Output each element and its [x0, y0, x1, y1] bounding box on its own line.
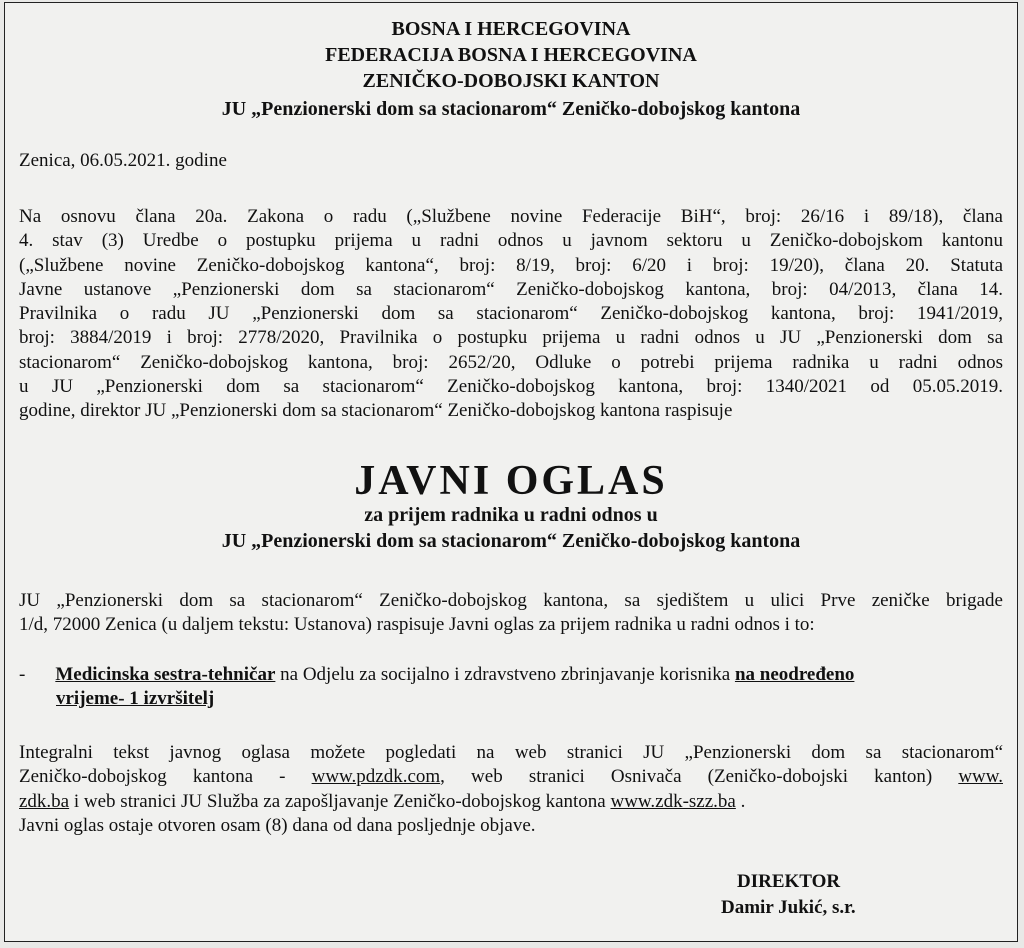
position-item [19, 663, 1003, 712]
intro-line: 4. stav (3) Uredbe o postupku prijema u radni odnos u javnom sektoru u Zeničko-dobojskom kantonu [19, 230, 1003, 252]
duration-line: Javni oglas ostaje otvoren osam (8) dana od dana posljednje objave. [19, 814, 536, 836]
list-dash: - [19, 664, 26, 685]
header-federation: FEDERACIJA BOSNA I HERCEGOVINA [325, 44, 697, 66]
intro-line: broj: 3884/2019 i broj: 2778/2020, Pravilnika o postupku prijema u radni odnos u JU „Penzionerski dom sa [19, 327, 1003, 349]
institution-paragraph [19, 589, 1003, 638]
website-link[interactable]: www.pdzdk.com [311, 766, 441, 788]
body-line: JU „Penzionerski dom sa stacionarom“ Zeničko-dobojskog kantona, sa sjedištem u ulici Prve zeničke brigade [19, 590, 1003, 611]
position-term: na neodređeno [734, 664, 855, 685]
announcement-subtitle: za prijem radnika u radni odnos u [364, 504, 658, 526]
announcement-document [4, 2, 1018, 942]
intro-line: Pravilnika o radu JU „Penzionerski dom sa stacionarom“ Zeničko-dobojskog kantona, broj: 1941/2019, [19, 303, 1003, 325]
founder-link-cont[interactable]: zdk.ba [19, 790, 70, 812]
intro-line: („Službene novine Zeničko-dobojskog kantona“, broj: 8/19, broj: 6/20 i broj: 19/20), člana 20. Statuta [19, 254, 1003, 276]
intro-line: Na osnovu člana 20a. Zakona o radu („Službene novine Federacije BiH“, broj: 26/16 i 89/18), člana [19, 206, 1003, 227]
announcement-institution: JU „Penzionerski dom sa stacionarom“ Zeničko-dobojskog kantona [221, 530, 801, 552]
intro-line: godine, direktor JU „Penzionerski dom sa stacionarom“ Zeničko-dobojskog kantona raspisuje [19, 400, 733, 422]
founder-link[interactable]: www. [958, 766, 1003, 788]
signature-name: Damir Jukić, s.r. [721, 897, 856, 918]
intro-line: u JU „Penzionerski dom sa stacionarom“ Zeničko-dobojskog kantona, broj: 1340/2021 od 05.05.2019. [19, 376, 1003, 398]
intro-line: stacionarom“ Zeničko-dobojskog kantona, broj: 2652/20, Odluke o potrebi prijema radnika u radni odnos [19, 351, 1003, 373]
signature-title: DIREKTOR [737, 871, 841, 892]
info-paragraph: Integralni tekst javnog oglasa možete pogledati na web stranici JU „Penzionerski dom sa stacionarom“ Zeničko-dobojskog kantona - www.pdzdk.com, web stranici Osnivača (Zeničko-dobojski kanton) www. zdk.ba i web stranici JU Služba za zapošljavanje Zeničko-dobojskog kantona www.zdk-szz.ba . Javni oglas ostaje otvoren osam (8) dana od dana posljednje objave. [19, 741, 1003, 838]
header-country: BOSNA I HERCEGOVINA [391, 18, 631, 40]
position-role: Medicinska sestra-tehničar [55, 664, 276, 685]
header-canton: ZENIČKO-DOBOJSKI KANTON [362, 70, 660, 92]
legal-basis-paragraph [19, 205, 1003, 424]
document-date: Zenica, 06.05.2021. godine [19, 150, 227, 171]
info-line: Integralni tekst javnog oglasa možete pogledati na web stranici JU „Penzionerski dom sa stacionarom“ [19, 742, 1003, 763]
header-institution: JU „Penzionerski dom sa stacionarom“ Zeničko-dobojskog kantona [221, 98, 801, 120]
intro-line: Javne ustanove „Penzionerski dom sa stacionarom“ Zeničko-dobojskog kantona, broj: 04/2013, člana 14. [19, 278, 1003, 300]
position-department: na Odjelu za socijalno i zdravstveno zbrinjavanje korisnika [275, 664, 735, 685]
body-line: 1/d, 72000 Zenica (u daljem tekstu: Ustanova) raspisuje Javni oglas za prijem radnika u radni odnos i to: [19, 614, 815, 636]
employment-service-link[interactable]: www.zdk-szz.ba [610, 790, 736, 812]
announcement-title: JAVNI OGLAS [354, 458, 668, 504]
position-term-cont: vrijeme- 1 izvršitelj [56, 688, 215, 710]
